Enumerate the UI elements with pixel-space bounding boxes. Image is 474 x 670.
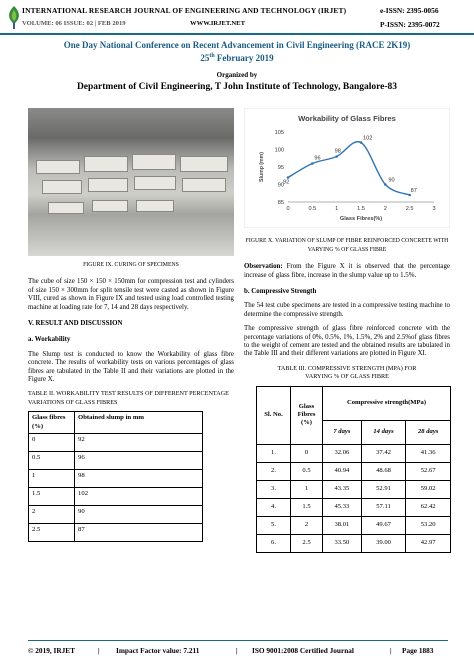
table-header: Sl. No. bbox=[257, 386, 291, 444]
y-tick-label: 95 bbox=[277, 165, 284, 171]
department-title: Department of Civil Engineering, T John Institute of Technology, Bangalore-83 bbox=[76, 82, 398, 92]
table-cell: 6. bbox=[257, 534, 291, 552]
table-iii-caption: TABLE III. COMPRESSIVE STRENGTH (MPA) FOR VARYING % OF GLASS FIBRE bbox=[277, 364, 417, 381]
table-cell: 0.5 bbox=[291, 462, 323, 480]
table-cell: 48.68 bbox=[361, 462, 406, 480]
table-cell: 5. bbox=[257, 516, 291, 534]
table-cell: 52.91 bbox=[361, 480, 406, 498]
y-tick-label: 105 bbox=[274, 130, 284, 136]
table-cell: 38.01 bbox=[323, 516, 362, 534]
curing-specimens-photo bbox=[28, 108, 234, 256]
table-header: Glass Fibres (%) bbox=[291, 386, 323, 444]
data-point bbox=[408, 194, 411, 197]
table-cell: 45.33 bbox=[323, 498, 362, 516]
conference-title: One Day National Conference on Recent Advancement in Civil Engineering (RACE 2K19) bbox=[63, 40, 411, 50]
table-cell: 1 bbox=[29, 470, 75, 488]
table-cell: 41.36 bbox=[406, 444, 451, 462]
data-label: 87 bbox=[410, 188, 417, 194]
website-link[interactable]: WWW.IRJET.NET bbox=[190, 20, 245, 27]
table-cell: 2 bbox=[29, 506, 75, 524]
table-cell: 39.00 bbox=[361, 534, 406, 552]
data-point bbox=[335, 155, 338, 158]
table-cell: 96 bbox=[75, 452, 203, 470]
data-label: 98 bbox=[334, 148, 341, 155]
data-label: 96 bbox=[314, 155, 321, 162]
y-axis-label: Slump (mm) bbox=[259, 152, 265, 182]
table-cell: 2.5 bbox=[291, 534, 323, 552]
table-cell: 62.42 bbox=[406, 498, 451, 516]
paragraph-observation: Observation: From the Figure X it is observed that the percentage increase of glass fibre, increase in the slump value up to 1.5%. bbox=[244, 263, 450, 279]
paragraph-testing: The cube of size 150 × 150 × 150mm for compression test and cylinders of size 150 × 300mm for split tensile test were casted as shown in Figure VIII, cured as shown in Figure IX and tested using load controlled testing machine at loading rate for 7, 14 and 28 days respectively. bbox=[28, 278, 234, 311]
paragraph-compressive: The compressive strength of glass fibre reinforced concrete with the percentage variations of 0%, 0.5%, 1%, 1.5%, 2% and 2.5%of glass fibres to the weight of cement are tested and the obtained results are tabulated in the Table III and their different variations are plotted in Figure XI. bbox=[244, 325, 450, 358]
subsection-heading-workability: a. Workability bbox=[28, 336, 71, 344]
footer-separator: | bbox=[390, 646, 392, 655]
table-cell: 0.5 bbox=[29, 452, 75, 470]
footer-divider bbox=[28, 640, 448, 641]
table-cell: 37.42 bbox=[361, 444, 406, 462]
table-cell: 4. bbox=[257, 498, 291, 516]
table-cell: 49.67 bbox=[361, 516, 406, 534]
table-cell: 1.5 bbox=[291, 498, 323, 516]
x-tick-label: 2.5 bbox=[405, 206, 414, 212]
table-cell: 33.50 bbox=[323, 534, 362, 552]
paragraph-cube-specimens: The 54 test cube specimens are tested in a compressive testing machine to determine the compressive strength. bbox=[244, 302, 450, 318]
volume-issue: VOLUME: 06 ISSUE: 02 | FEB 2019 bbox=[22, 20, 126, 27]
x-tick-label: 2 bbox=[383, 206, 387, 212]
table-cell: 2.5 bbox=[29, 524, 75, 542]
figure-x-caption: FIGURE X. VARIATION OF SLUMP OF FIBRE REINFORCED CONCRETE WITH VARYING % OF GLASS FIBRE bbox=[245, 238, 449, 253]
workability-table bbox=[28, 411, 203, 542]
table-ii-caption: TABLE II. WORKABILITY TEST RESULTS OF DIFFERENT PERCENTAGE VARIATIONS OF GLASS FIBRES bbox=[28, 390, 229, 406]
table-cell: 0 bbox=[291, 444, 323, 462]
pissn: P-ISSN: 2395-0072 bbox=[380, 20, 440, 29]
table-cell: 59.02 bbox=[406, 480, 451, 498]
table-row bbox=[29, 524, 203, 542]
table-row bbox=[29, 434, 203, 452]
table-cell: 0 bbox=[29, 434, 75, 452]
footer-impact-factor: Impact Factor value: 7.211 bbox=[116, 646, 200, 655]
chart-frame bbox=[244, 108, 450, 228]
paragraph-slump: The Slump test is conducted to know the Workability of glass fibre concrete. The results of workability tests on various percentages of glass fibres are tabulated in the Table II and their variations are plotted in the Figure X. bbox=[28, 350, 234, 384]
data-label: 90 bbox=[388, 177, 395, 184]
y-tick-label: 85 bbox=[277, 200, 284, 206]
table-cell: 98 bbox=[75, 470, 203, 488]
figure-ix-caption: FIGURE IX. CURING OF SPECIMENS bbox=[83, 262, 179, 268]
table-cell: 52.67 bbox=[406, 462, 451, 480]
table-cell: 92 bbox=[75, 434, 203, 452]
footer-page-number: Page 1883 bbox=[402, 646, 434, 655]
table-cell: 32.06 bbox=[323, 444, 362, 462]
table-header: 28 days bbox=[406, 420, 451, 444]
table-row bbox=[257, 498, 451, 516]
table-cell: 1. bbox=[257, 444, 291, 462]
y-tick-label: 90 bbox=[277, 182, 284, 189]
table-header: 14 days bbox=[361, 420, 406, 444]
x-tick-label: 1.5 bbox=[357, 206, 365, 212]
right-column bbox=[244, 108, 450, 553]
footer-iso: ISO 9001:2008 Certified Journal bbox=[252, 646, 354, 655]
table-cell: 53.20 bbox=[406, 516, 451, 534]
table-header: 7 days bbox=[323, 420, 362, 444]
left-column bbox=[28, 108, 234, 542]
conference-banner bbox=[0, 40, 474, 63]
footer-separator: | bbox=[98, 646, 100, 655]
table-row bbox=[29, 506, 203, 524]
workability-chart bbox=[244, 108, 450, 228]
table-row bbox=[257, 480, 451, 498]
header-divider bbox=[0, 33, 474, 35]
table-cell: 42.97 bbox=[406, 534, 451, 552]
conference-date: 25th February 2019 bbox=[200, 52, 274, 63]
data-label: 92 bbox=[283, 179, 290, 186]
data-point bbox=[384, 183, 387, 186]
table-header: Obtained slump in mm bbox=[75, 412, 203, 434]
table-cell: 1.5 bbox=[29, 488, 75, 506]
data-point bbox=[311, 162, 314, 165]
table-row bbox=[29, 488, 203, 506]
table-header: Compressive strength(MPa) bbox=[323, 386, 451, 420]
data-point bbox=[360, 141, 363, 144]
data-point bbox=[287, 176, 290, 179]
table-header: Glass fibres (%) bbox=[29, 412, 75, 434]
table-cell: 3. bbox=[257, 480, 291, 498]
chart-title: Workability of Glass Fibres bbox=[298, 114, 396, 123]
table-cell: 102 bbox=[75, 488, 203, 506]
x-tick-label: 0.5 bbox=[308, 206, 317, 212]
table-row bbox=[257, 516, 451, 534]
footer-copyright: © 2019, IRJET bbox=[28, 646, 76, 655]
irjet-logo-icon bbox=[4, 4, 24, 30]
journal-title: INTERNATIONAL RESEARCH JOURNAL OF ENGINEERING AND TECHNOLOGY (IRJET) bbox=[22, 6, 347, 15]
section-heading-results: V. RESULT AND DISCUSSION bbox=[28, 320, 123, 328]
x-tick-label: 0 bbox=[286, 206, 290, 212]
table-cell: 1 bbox=[291, 480, 323, 498]
x-tick-label: 1 bbox=[335, 206, 339, 212]
table-row bbox=[257, 444, 451, 462]
table-cell: 43.35 bbox=[323, 480, 362, 498]
table-cell: 57.11 bbox=[361, 498, 406, 516]
x-axis-label: Glass Fibres(%) bbox=[339, 216, 383, 222]
eissn: e-ISSN: 2395-0056 bbox=[380, 6, 439, 15]
table-cell: 2. bbox=[257, 462, 291, 480]
data-label: 102 bbox=[363, 135, 373, 142]
y-tick-label: 100 bbox=[274, 147, 284, 154]
compressive-strength-table bbox=[256, 386, 451, 553]
footer-separator: | bbox=[236, 646, 238, 655]
table-cell: 87 bbox=[75, 524, 203, 542]
table-cell: 90 bbox=[75, 506, 203, 524]
table-row bbox=[257, 462, 451, 480]
table-row bbox=[29, 470, 203, 488]
table-row bbox=[29, 452, 203, 470]
table-cell: 2 bbox=[291, 516, 323, 534]
table-cell: 40.94 bbox=[323, 462, 362, 480]
x-tick-label: 3 bbox=[432, 206, 436, 212]
organized-by: Organized by bbox=[216, 71, 258, 79]
subsection-heading-compressive: b. Compressive Strength bbox=[244, 288, 317, 296]
table-row bbox=[257, 534, 451, 552]
